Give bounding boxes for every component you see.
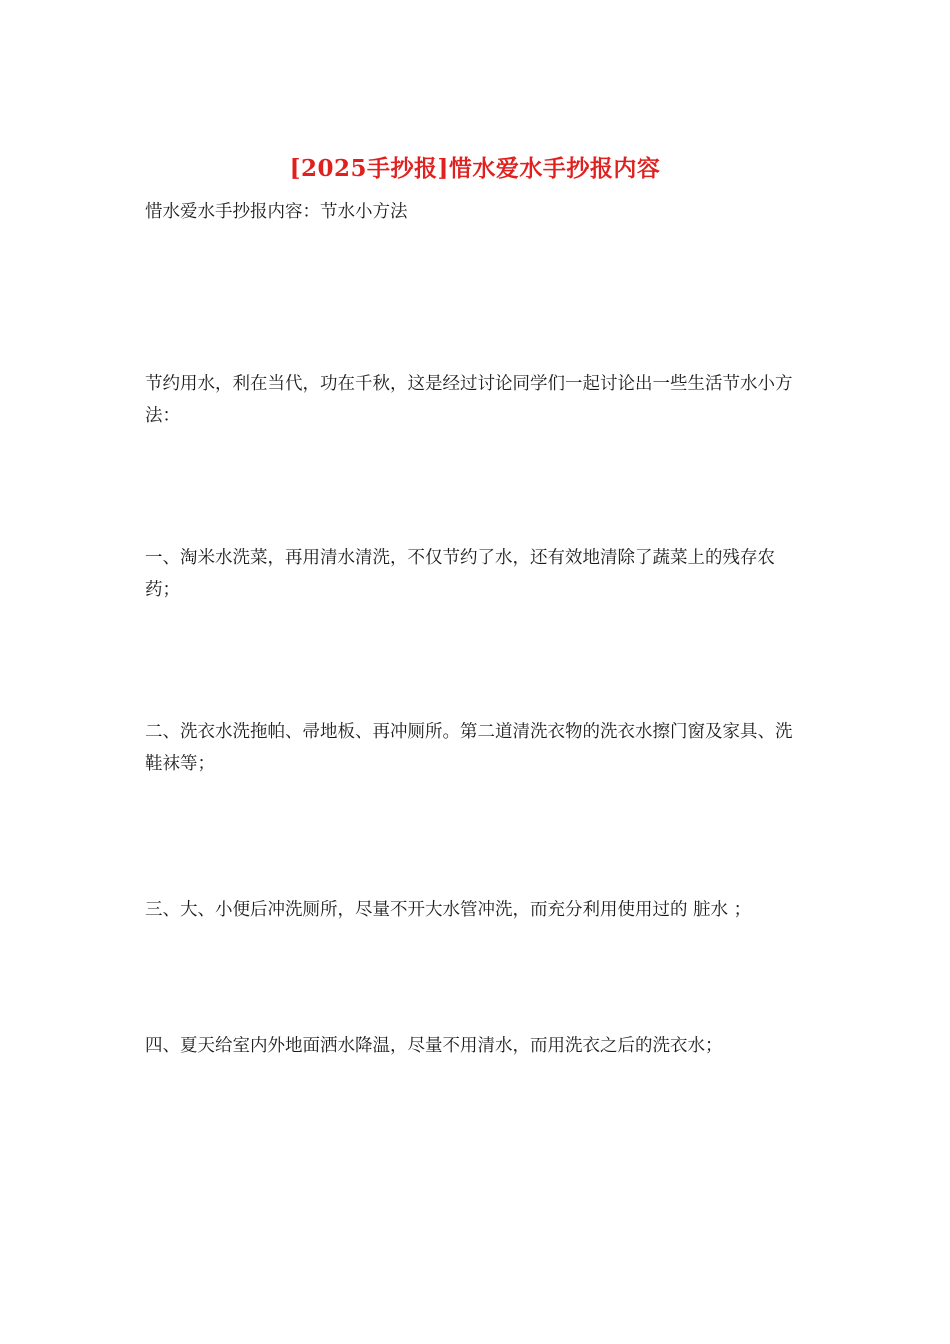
tip-paragraph-4: 四、夏天给室内外地面洒水降温，尽量不用清水，而用洗衣之后的洗衣水； [145,1036,723,1056]
intro-paragraph: 节约用水，利在当代，功在千秋，这是经过讨论同学们一起讨论出一些生活节水小方法： [145,374,793,426]
tip-paragraph-3: 三、大、小便后冲洗厕所，尽量不开大水管冲洗，而充分利用使用过的 脏水 ； [145,900,752,920]
document-title: [2025手抄报]惜水爱水手抄报内容 [289,155,661,182]
tip-paragraph-2: 二、洗衣水洗拖帕、帚地板、再冲厕所。第二道清洗衣物的洗衣水擦门窗及家具、洗鞋袜等； [145,722,793,774]
tip-paragraph-1: 一、淘米水洗菜，再用清水清洗，不仅节约了水，还有效地清除了蔬菜上的残存农药； [145,548,775,600]
subtitle-line: 惜水爱水手抄报内容：节水小方法 [145,202,408,222]
